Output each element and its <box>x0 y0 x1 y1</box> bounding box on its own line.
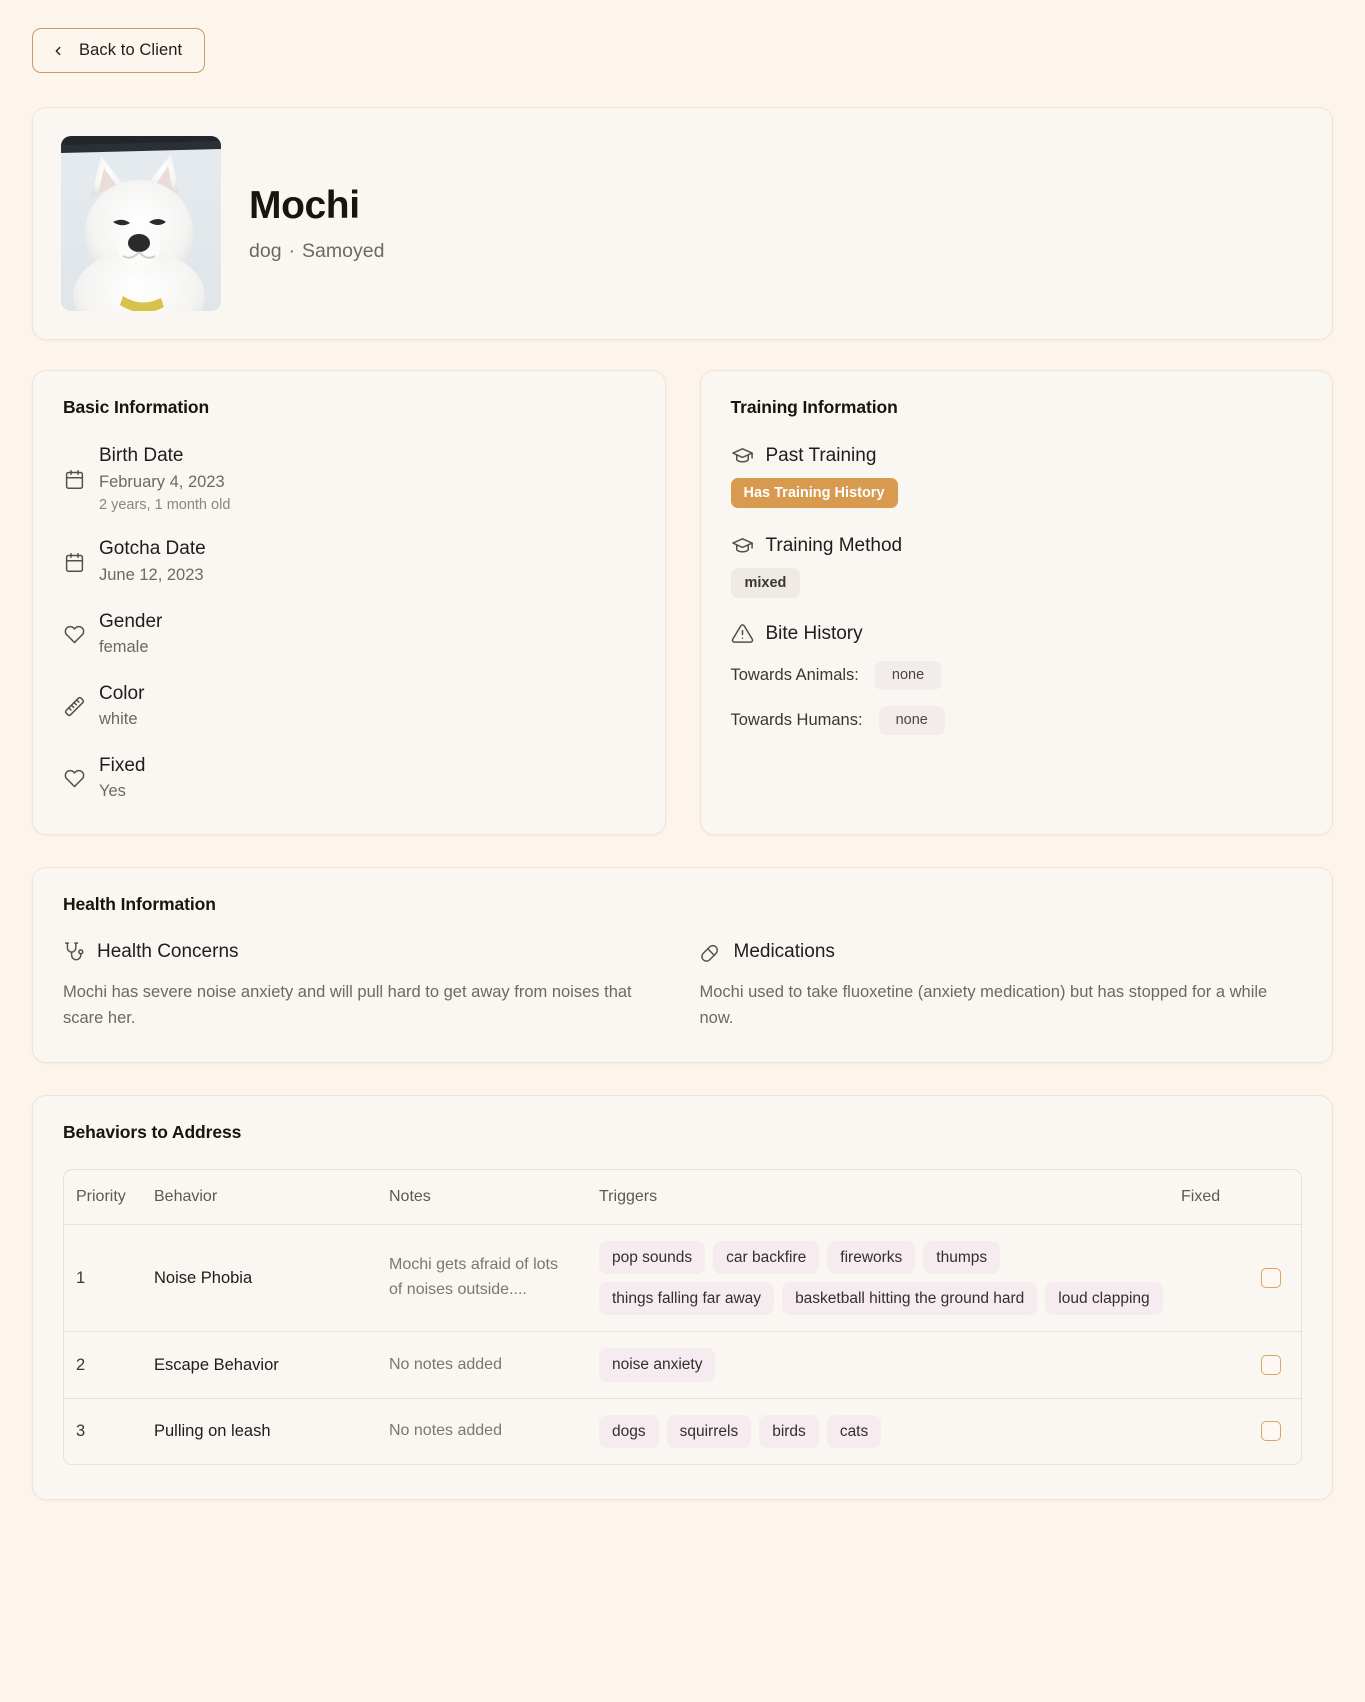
cell-notes: No notes added <box>389 1332 599 1398</box>
info-columns <box>32 370 1333 835</box>
health-concerns-text: Mochi has severe noise anxiety and will pull hard to get away from noises that scare her. <box>63 982 632 1028</box>
calendar-icon <box>63 551 85 573</box>
health-concerns-cell <box>63 941 666 1032</box>
trigger-chip: cats <box>827 1415 881 1448</box>
cell-behavior: Noise Phobia <box>154 1224 389 1332</box>
info-row-color <box>63 682 635 732</box>
training-information-column <box>700 370 1334 835</box>
health-information-title: Health Information <box>63 893 216 914</box>
fixed-checkbox[interactable] <box>1261 1268 1281 1288</box>
calendar-icon <box>63 469 85 491</box>
health-concerns-label: Health Concerns <box>97 940 239 962</box>
pet-header-card <box>32 107 1333 340</box>
cell-fixed <box>1181 1332 1301 1398</box>
pet-species-breed <box>249 240 384 263</box>
graduation-cap-icon <box>731 534 754 557</box>
training-method-chip: mixed <box>731 568 801 598</box>
fixed-checkbox[interactable] <box>1261 1421 1281 1441</box>
behaviors-title: Behaviors to Address <box>63 1121 242 1142</box>
past-training-badge: Has Training History <box>731 478 898 508</box>
trigger-chip: fireworks <box>827 1241 915 1274</box>
cell-priority: 3 <box>64 1398 154 1464</box>
column-header-priority: Priority <box>64 1170 154 1225</box>
stethoscope-icon <box>63 941 85 963</box>
pet-breed: Samoyed <box>302 239 385 262</box>
trigger-chip-list <box>599 1415 1171 1448</box>
cell-notes: Mochi gets afraid of lots of noises outside.... <box>389 1224 599 1332</box>
cell-behavior: Escape Behavior <box>154 1332 389 1398</box>
bite-history-label: Bite History <box>765 622 863 644</box>
behaviors-table <box>64 1170 1301 1465</box>
past-training-header <box>731 444 1303 467</box>
alert-triangle-icon <box>731 622 754 645</box>
info-value: Yes <box>99 782 126 801</box>
trigger-chip: birds <box>759 1415 819 1448</box>
column-header-behavior: Behavior <box>154 1170 389 1225</box>
info-value: white <box>99 710 138 729</box>
info-row-fixed <box>63 754 635 804</box>
table-row <box>64 1332 1301 1398</box>
info-row-gender <box>63 610 635 660</box>
medications-cell <box>700 941 1303 1032</box>
bite-history-humans-key: Towards Humans: <box>730 711 863 730</box>
info-value: February 4, 2023 <box>99 472 225 491</box>
column-header-notes: Notes <box>389 1170 599 1225</box>
pet-identity <box>249 184 384 263</box>
info-label: Gender <box>99 610 163 632</box>
trigger-chip: car backfire <box>713 1241 819 1274</box>
info-label: Birth Date <box>99 445 184 466</box>
medications-label: Medications <box>733 940 835 962</box>
table-header-row <box>64 1170 1301 1225</box>
training-method-label: Training Method <box>765 534 903 556</box>
chevron-left-icon <box>51 43 65 59</box>
pet-species: dog <box>249 239 282 262</box>
trigger-chip-list <box>599 1241 1171 1316</box>
trigger-chip: pop sounds <box>599 1241 705 1274</box>
cell-notes: No notes added <box>389 1398 599 1464</box>
basic-information-column <box>32 370 666 835</box>
spacer <box>731 598 1303 622</box>
cell-priority: 1 <box>64 1224 154 1332</box>
trigger-chip: thumps <box>923 1241 1000 1274</box>
pill-icon <box>700 941 722 963</box>
cell-triggers <box>599 1398 1181 1464</box>
bite-history-header <box>731 622 1303 645</box>
info-row-gotcha-date <box>63 537 635 587</box>
past-training-label: Past Training <box>765 444 877 466</box>
bite-history-animals-row <box>731 661 1303 690</box>
trigger-chip: basketball hitting the ground hard <box>782 1282 1037 1315</box>
fixed-checkbox[interactable] <box>1261 1355 1281 1375</box>
behaviors-table-head <box>64 1170 1301 1225</box>
info-row-birth-date <box>63 444 635 515</box>
cell-fixed <box>1181 1398 1301 1464</box>
info-label: Gotcha Date <box>99 538 206 560</box>
graduation-cap-icon <box>731 444 754 467</box>
info-label: Fixed <box>99 754 146 776</box>
trigger-chip: dogs <box>599 1415 659 1448</box>
bite-history-animals-key: Towards Animals: <box>730 666 859 685</box>
training-method-header <box>731 534 1303 557</box>
bite-history-animals-value: none <box>875 661 941 690</box>
pet-avatar <box>61 136 221 311</box>
behaviors-card <box>32 1095 1333 1501</box>
training-information-card <box>700 370 1334 835</box>
spacer <box>731 508 1303 534</box>
ruler-icon <box>63 696 85 718</box>
basic-information-title: Basic Information <box>63 397 210 417</box>
trigger-chip: noise anxiety <box>599 1348 715 1381</box>
table-row <box>64 1398 1301 1464</box>
back-to-client-label: Back to Client <box>79 41 183 59</box>
medications-text: Mochi used to take fluoxetine (anxiety medication) but has stopped for a while now. <box>699 982 1268 1028</box>
back-to-client-button[interactable] <box>32 28 205 73</box>
info-value: female <box>99 638 149 657</box>
trigger-chip: loud clapping <box>1045 1282 1162 1315</box>
behaviors-table-wrapper <box>63 1169 1302 1466</box>
bite-history-humans-row <box>731 706 1303 735</box>
info-value: June 12, 2023 <box>99 566 204 585</box>
column-header-triggers: Triggers <box>599 1170 1181 1225</box>
heart-icon <box>63 768 85 790</box>
trigger-chip: things falling far away <box>599 1282 774 1315</box>
training-information-title: Training Information <box>730 397 898 417</box>
behaviors-table-body <box>64 1224 1301 1464</box>
health-information-card <box>32 867 1333 1063</box>
heart-icon <box>63 624 85 646</box>
info-label: Color <box>99 682 145 704</box>
info-subvalue: 2 years, 1 month old <box>99 497 231 514</box>
separator-dot: · <box>288 239 296 262</box>
table-row <box>64 1224 1301 1332</box>
bite-history-humans-value: none <box>879 706 945 735</box>
cell-triggers <box>599 1224 1181 1332</box>
cell-triggers <box>599 1332 1181 1398</box>
column-header-fixed: Fixed <box>1181 1170 1301 1225</box>
trigger-chip-list <box>599 1348 1171 1381</box>
basic-information-card <box>32 370 666 835</box>
cell-fixed <box>1181 1224 1301 1332</box>
cell-priority: 2 <box>64 1332 154 1398</box>
cell-behavior: Pulling on leash <box>154 1398 389 1464</box>
trigger-chip: squirrels <box>667 1415 752 1448</box>
page-title: Mochi <box>249 184 360 228</box>
